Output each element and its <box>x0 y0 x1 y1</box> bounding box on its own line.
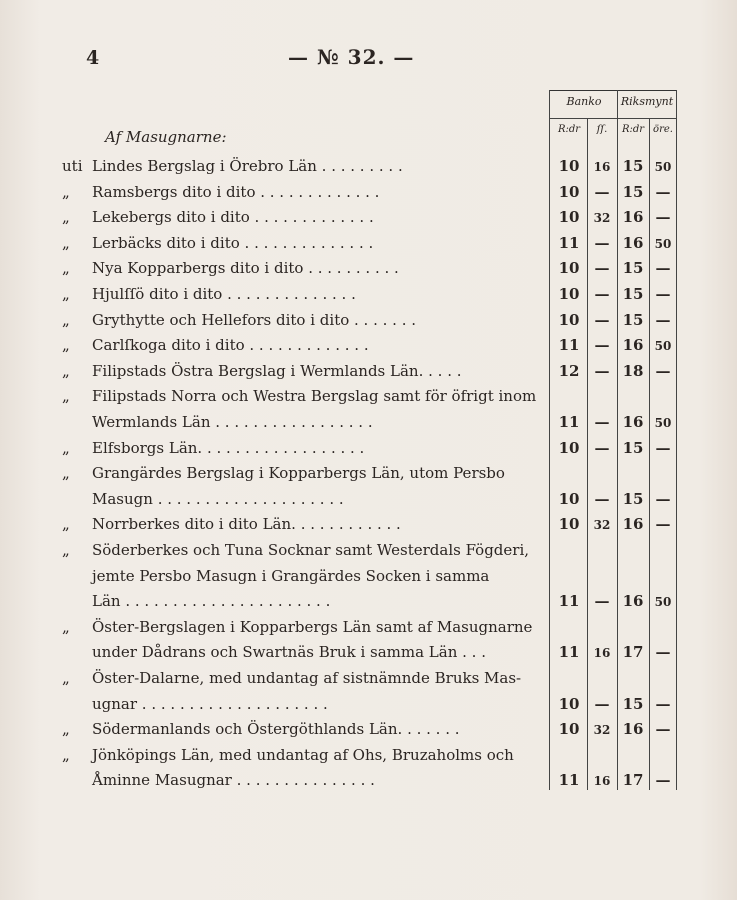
row-text: Ramsbergs dito i dito . . . . . . . . . . . . . <box>92 182 380 201</box>
table-row <box>0 439 737 465</box>
table-row <box>0 746 737 797</box>
row-text: Söderberkes och Tuna Socknar samt Westerdals Fögderi, <box>92 541 530 559</box>
value-banko-rdr: 11 <box>558 412 580 431</box>
row-text: Masugn . . . . . . . . . . . . . . . . . . . . <box>92 489 344 508</box>
section-title: Af Masugnarne: <box>105 128 227 146</box>
value-riksmynt-ore: — <box>655 771 671 790</box>
value-banko-rdr: 10 <box>558 285 580 303</box>
value-riksmynt-rdr: 15 <box>622 259 644 278</box>
value-riksmynt-rdr: 15 <box>622 182 644 201</box>
row-text: Lekebergs dito i dito . . . . . . . . . . . . . <box>92 208 374 227</box>
column-head-rule <box>549 118 677 119</box>
value-banko-rdr: 10 <box>558 182 580 201</box>
value-banko-rdr: 11 <box>558 336 580 355</box>
subhead-sk: ſſ. <box>596 124 608 135</box>
row-prefix: „ <box>62 182 70 201</box>
value-riksmynt-ore: — <box>655 694 671 713</box>
row-prefix: „ <box>62 617 70 636</box>
value-banko-sk: — <box>594 489 610 508</box>
value-riksmynt-rdr: 15 <box>622 310 644 329</box>
value-banko-rdr: 10 <box>558 489 580 508</box>
value-banko-rdr: 10 <box>558 694 580 713</box>
value-banko-rdr: 10 <box>558 157 580 175</box>
table-row <box>0 183 737 209</box>
value-banko-sk: — <box>594 438 610 457</box>
value-riksmynt-rdr: 15 <box>622 489 644 508</box>
table-row <box>0 720 737 746</box>
row-prefix: „ <box>62 336 70 355</box>
value-riksmynt-rdr: 16 <box>622 412 644 431</box>
column-head-banko: Banko <box>566 95 602 108</box>
table-row <box>0 285 737 311</box>
value-banko-sk: — <box>594 592 610 611</box>
value-banko-rdr: 10 <box>558 515 580 534</box>
row-prefix: „ <box>62 541 70 559</box>
table-row <box>0 618 737 669</box>
value-riksmynt-rdr: 16 <box>622 720 644 739</box>
value-riksmynt-rdr: 16 <box>622 336 644 355</box>
row-text: Grangärdes Bergslag i Kopparbergs Län, utom Persbo <box>92 464 505 483</box>
row-text: Wermlands Län . . . . . . . . . . . . . . . . . <box>92 412 373 431</box>
value-riksmynt-rdr: 15 <box>622 694 644 713</box>
value-riksmynt-ore: — <box>655 643 671 662</box>
row-text: under Dådrans och Swartnäs Bruk i samma Län . . . <box>92 643 486 662</box>
row-text: Filipstads Norra och Westra Bergslag samt för öfrigt inom <box>92 387 537 406</box>
table-row <box>0 387 737 438</box>
value-banko-rdr: 11 <box>558 592 580 611</box>
row-prefix: „ <box>62 387 70 406</box>
table-row <box>0 336 737 362</box>
value-banko-rdr: 10 <box>558 438 580 457</box>
value-banko-sk: — <box>594 412 610 431</box>
value-banko-sk: — <box>594 182 610 201</box>
value-banko-sk: — <box>594 361 610 380</box>
value-banko-rdr: 10 <box>558 310 580 329</box>
value-banko-sk: 16 <box>593 774 611 789</box>
table-row <box>0 208 737 234</box>
row-text: Åminne Masugnar . . . . . . . . . . . . . . . <box>92 771 375 790</box>
value-banko-rdr: 10 <box>558 720 580 739</box>
value-riksmynt-ore: — <box>655 438 671 457</box>
value-riksmynt-ore: — <box>655 310 671 329</box>
row-prefix: „ <box>62 233 70 252</box>
subhead-ore: öre. <box>653 124 673 135</box>
table-row <box>0 541 737 618</box>
value-riksmynt-ore: — <box>655 489 671 508</box>
row-text: jemte Persbo Masugn i Grangärdes Socken i samma <box>92 566 490 585</box>
value-riksmynt-rdr: 15 <box>622 438 644 457</box>
column-head-riksmynt: Riksmynt <box>620 95 674 108</box>
value-banko-rdr: 10 <box>558 208 580 227</box>
row-prefix: „ <box>62 515 70 534</box>
value-banko-sk: — <box>594 259 610 278</box>
table-row <box>0 234 737 260</box>
value-banko-rdr: 11 <box>558 643 580 662</box>
value-banko-rdr: 11 <box>558 771 580 790</box>
table-row <box>0 515 737 541</box>
subhead-rdr-banko: R:dr <box>557 124 581 135</box>
row-prefix: „ <box>62 438 70 457</box>
value-riksmynt-ore: 50 <box>654 339 672 354</box>
row-text: Elfsborgs Län. . . . . . . . . . . . . . . . . . <box>92 438 365 457</box>
row-text: Norrberkes dito i dito Län. . . . . . . . . . . . <box>92 515 401 534</box>
value-riksmynt-rdr: 15 <box>622 285 644 303</box>
row-prefix: „ <box>62 361 70 380</box>
row-prefix: „ <box>62 285 70 303</box>
row-text: Öster-Bergslagen i Kopparbergs Län samt af Masugnarne <box>92 617 533 636</box>
row-prefix: „ <box>62 669 70 687</box>
value-riksmynt-rdr: 16 <box>622 515 644 534</box>
table-row <box>0 259 737 285</box>
value-riksmynt-ore: — <box>655 720 671 739</box>
row-text: Jönköpings Län, med undantag af Ohs, Bruzaholms och <box>92 745 514 764</box>
row-prefix: „ <box>62 745 70 764</box>
row-prefix: uti <box>62 157 83 175</box>
value-banko-sk: 16 <box>593 646 611 661</box>
document-number: — № 32. — <box>288 45 415 69</box>
value-riksmynt-ore: — <box>655 182 671 201</box>
value-riksmynt-rdr: 16 <box>622 592 644 611</box>
row-text: ugnar . . . . . . . . . . . . . . . . . . . . <box>92 694 328 713</box>
row-prefix: „ <box>62 464 70 483</box>
row-text: Grythytte och Hellefors dito i dito . . . . . . . <box>92 310 417 329</box>
table-row <box>0 362 737 388</box>
row-text: Öster-Dalarne, med undantag af sistnämnde Bruks Mas- <box>92 669 522 687</box>
value-banko-sk: — <box>594 285 610 303</box>
value-banko-sk: 32 <box>593 518 611 533</box>
table-row <box>0 311 737 337</box>
row-prefix: „ <box>62 259 70 278</box>
value-riksmynt-ore: 50 <box>654 595 672 610</box>
row-text: Hjulſſö dito i dito . . . . . . . . . . . . . . <box>92 285 356 303</box>
value-banko-rdr: 10 <box>558 259 580 278</box>
table-row <box>0 157 737 183</box>
value-riksmynt-ore: 50 <box>654 160 672 174</box>
page-number: 4 <box>86 47 100 69</box>
value-riksmynt-ore: 50 <box>654 236 672 251</box>
value-riksmynt-rdr: 16 <box>622 233 644 252</box>
value-riksmynt-rdr: 15 <box>622 157 644 175</box>
row-text: Filipstads Östra Bergslag i Wermlands Län. . . . . <box>92 361 462 380</box>
value-riksmynt-ore: — <box>655 515 671 534</box>
row-prefix: „ <box>62 310 70 329</box>
value-banko-sk: — <box>594 233 610 252</box>
value-banko-sk: 32 <box>593 723 611 738</box>
value-riksmynt-ore: — <box>655 208 671 227</box>
row-text: Lindes Bergslag i Örebro Län . . . . . . . . . <box>92 157 403 175</box>
value-riksmynt-ore: 50 <box>654 415 672 430</box>
row-text: Södermanlands och Östergöthlands Län. . . . . . . <box>92 720 460 739</box>
table-row <box>0 669 737 720</box>
table-row <box>0 464 737 515</box>
value-riksmynt-ore: — <box>655 361 671 380</box>
value-banko-sk: — <box>594 336 610 355</box>
value-banko-sk: 32 <box>593 211 611 226</box>
value-banko-sk: — <box>594 310 610 329</box>
row-text: Län . . . . . . . . . . . . . . . . . . . . . . <box>92 592 331 611</box>
row-text: Lerbäcks dito i dito . . . . . . . . . . . . . . <box>92 233 374 252</box>
table-top-rule <box>549 90 677 91</box>
row-text: Carlſkoga dito i dito . . . . . . . . . . . . . <box>92 336 369 355</box>
subhead-rdr-riksmynt: R:dr <box>621 124 645 135</box>
value-banko-sk: — <box>594 694 610 713</box>
page-header <box>0 45 737 75</box>
value-riksmynt-ore: — <box>655 259 671 278</box>
row-prefix: „ <box>62 208 70 227</box>
row-prefix: „ <box>62 720 70 739</box>
value-riksmynt-rdr: 17 <box>622 643 644 662</box>
value-banko-rdr: 12 <box>558 361 580 380</box>
value-riksmynt-rdr: 16 <box>622 208 644 227</box>
row-text: Nya Kopparbergs dito i dito . . . . . . . . . . <box>92 259 399 278</box>
value-banko-sk: 16 <box>593 160 611 174</box>
value-riksmynt-ore: — <box>655 285 671 303</box>
value-riksmynt-rdr: 18 <box>622 361 644 380</box>
value-riksmynt-rdr: 17 <box>622 771 644 790</box>
value-banko-rdr: 11 <box>558 233 580 252</box>
